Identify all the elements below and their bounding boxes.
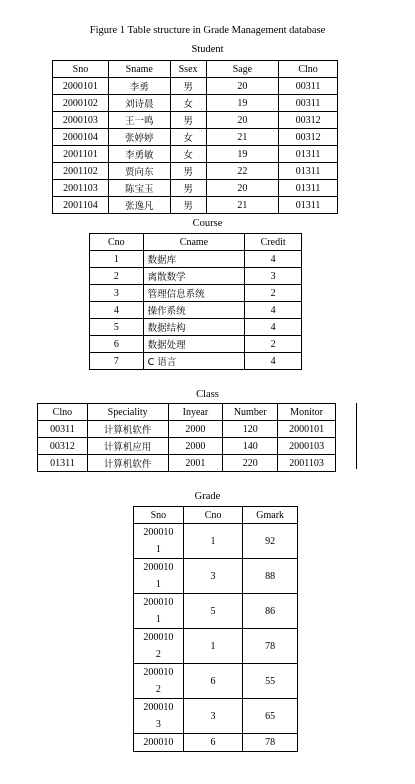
class-col-header: Inyear — [168, 404, 223, 421]
student-header-row — [53, 61, 338, 78]
grade-cell: 200010 1 — [134, 559, 184, 594]
student-cell: 张逸凡 — [108, 197, 170, 214]
figure-title: Figure 1 Table structure in Grade Management database — [89, 25, 326, 36]
student-cell: 陈宝玉 — [108, 180, 170, 197]
student-cell: 2001104 — [53, 197, 109, 214]
grade-cell: 200010 1 — [134, 594, 184, 629]
class-col-header: Monitor — [278, 404, 336, 421]
class-table — [37, 403, 336, 472]
grade-cell: 200010 3 — [134, 699, 184, 734]
grade-cell: 78 — [243, 629, 298, 664]
student-col-header: Ssex — [170, 61, 206, 78]
table-row — [90, 336, 302, 353]
grade-cell: 200010 1 — [134, 524, 184, 559]
student-col-header: Sage — [206, 61, 279, 78]
class-header-row — [38, 404, 336, 421]
student-cell: 00312 — [279, 129, 338, 146]
class-body — [38, 421, 336, 472]
course-cell: 4 — [245, 251, 302, 268]
course-cell: 管理信息系统 — [143, 285, 245, 302]
table-row — [134, 559, 298, 594]
student-cell: 2001103 — [53, 180, 109, 197]
student-body — [53, 78, 338, 214]
course-cell: 4 — [245, 319, 302, 336]
course-cell: C 语言 — [143, 353, 245, 370]
student-cell: 20 — [206, 112, 279, 129]
grade-cell: 1 — [183, 629, 243, 664]
grade-cell: 3 — [183, 559, 243, 594]
student-cell: 19 — [206, 95, 279, 112]
grade-cell: 200010 2 — [134, 664, 184, 699]
student-cell: 2000102 — [53, 95, 109, 112]
page-edge-line — [356, 403, 357, 469]
table-row — [134, 699, 298, 734]
class-col-header: Speciality — [87, 404, 168, 421]
course-cell: 离散数学 — [143, 268, 245, 285]
student-cell: 男 — [170, 180, 206, 197]
grade-cell: 5 — [183, 594, 243, 629]
course-cell: 3 — [245, 268, 302, 285]
table-row — [53, 95, 338, 112]
grade-cell: 1 — [183, 524, 243, 559]
table-row — [53, 78, 338, 95]
student-cell: 2001102 — [53, 163, 109, 180]
course-cell: 数据处理 — [143, 336, 245, 353]
student-cell: 2000103 — [53, 112, 109, 129]
grade-cell: 88 — [243, 559, 298, 594]
student-table — [52, 60, 338, 214]
grade-cell: 3 — [183, 699, 243, 734]
student-cell: 李勇 — [108, 78, 170, 95]
student-cell: 21 — [206, 197, 279, 214]
grade-table — [133, 506, 298, 752]
grade-cell: 200010 — [134, 734, 184, 752]
student-cell: 男 — [170, 78, 206, 95]
student-cell: 2001101 — [53, 146, 109, 163]
grade-col-header: Sno — [134, 507, 184, 524]
table-row — [134, 524, 298, 559]
course-cell: 1 — [90, 251, 144, 268]
class-col-header: Clno — [38, 404, 88, 421]
class-cell: 2001 — [168, 455, 223, 472]
course-cell: 3 — [90, 285, 144, 302]
course-cell: 5 — [90, 319, 144, 336]
class-cell: 00312 — [38, 438, 88, 455]
student-cell: 刘诗晨 — [108, 95, 170, 112]
table-row — [134, 664, 298, 699]
student-cell: 22 — [206, 163, 279, 180]
course-cell: 4 — [245, 353, 302, 370]
course-col-header: Credit — [245, 234, 302, 251]
course-cell: 数据库 — [143, 251, 245, 268]
table-row — [38, 438, 336, 455]
class-cell: 计算机软件 — [87, 455, 168, 472]
student-cell: 01311 — [279, 197, 338, 214]
table-row — [53, 129, 338, 146]
course-table-title: Course — [192, 218, 223, 229]
grade-cell: 65 — [243, 699, 298, 734]
class-cell: 01311 — [38, 455, 88, 472]
student-cell: 男 — [170, 197, 206, 214]
course-cell: 4 — [90, 302, 144, 319]
class-table-title: Class — [196, 389, 219, 400]
student-col-header: Sname — [108, 61, 170, 78]
table-row — [90, 251, 302, 268]
course-cell: 2 — [245, 285, 302, 302]
student-cell: 2000101 — [53, 78, 109, 95]
table-row — [134, 734, 298, 752]
student-cell: 女 — [170, 95, 206, 112]
course-header-row — [90, 234, 302, 251]
student-col-header: Clno — [279, 61, 338, 78]
student-cell: 21 — [206, 129, 279, 146]
student-cell: 男 — [170, 163, 206, 180]
class-cell: 2000101 — [278, 421, 336, 438]
class-cell: 140 — [223, 438, 278, 455]
course-cell: 4 — [245, 302, 302, 319]
grade-cell: 92 — [243, 524, 298, 559]
class-col-header: Number — [223, 404, 278, 421]
grade-cell: 6 — [183, 734, 243, 752]
grade-cell: 78 — [243, 734, 298, 752]
course-cell: 数据结构 — [143, 319, 245, 336]
course-col-header: Cname — [143, 234, 245, 251]
class-cell: 2001103 — [278, 455, 336, 472]
class-cell: 220 — [223, 455, 278, 472]
table-row — [90, 353, 302, 370]
grade-col-header: Cno — [183, 507, 243, 524]
student-cell: 00312 — [279, 112, 338, 129]
student-cell: 女 — [170, 129, 206, 146]
student-cell: 20 — [206, 180, 279, 197]
table-row — [90, 268, 302, 285]
table-row — [38, 455, 336, 472]
class-cell: 2000 — [168, 421, 223, 438]
class-cell: 计算机应用 — [87, 438, 168, 455]
table-row — [90, 319, 302, 336]
student-cell: 王一鸣 — [108, 112, 170, 129]
grade-table-title: Grade — [194, 491, 221, 502]
grade-cell: 86 — [243, 594, 298, 629]
student-cell: 2000104 — [53, 129, 109, 146]
student-cell: 01311 — [279, 146, 338, 163]
course-cell: 6 — [90, 336, 144, 353]
class-cell: 120 — [223, 421, 278, 438]
student-cell: 张婷婷 — [108, 129, 170, 146]
grade-cell: 55 — [243, 664, 298, 699]
class-cell: 00311 — [38, 421, 88, 438]
student-table-title: Student — [191, 44, 224, 55]
class-cell: 2000 — [168, 438, 223, 455]
table-row — [38, 421, 336, 438]
table-row — [134, 629, 298, 664]
grade-header-row — [134, 507, 298, 524]
table-row — [53, 146, 338, 163]
student-cell: 01311 — [279, 180, 338, 197]
table-row — [53, 163, 338, 180]
table-row — [90, 285, 302, 302]
class-cell: 计算机软件 — [87, 421, 168, 438]
student-cell: 贾向东 — [108, 163, 170, 180]
course-body — [90, 251, 302, 370]
course-cell: 2 — [90, 268, 144, 285]
student-cell: 01311 — [279, 163, 338, 180]
course-cell: 7 — [90, 353, 144, 370]
course-cell: 2 — [245, 336, 302, 353]
grade-body — [134, 524, 298, 752]
table-row — [90, 302, 302, 319]
course-cell: 操作系统 — [143, 302, 245, 319]
student-cell: 00311 — [279, 95, 338, 112]
table-row — [134, 594, 298, 629]
student-cell: 男 — [170, 112, 206, 129]
student-cell: 女 — [170, 146, 206, 163]
student-cell: 李勇敏 — [108, 146, 170, 163]
student-cell: 20 — [206, 78, 279, 95]
student-cell: 00311 — [279, 78, 338, 95]
student-cell: 19 — [206, 146, 279, 163]
class-cell: 2000103 — [278, 438, 336, 455]
table-row — [53, 180, 338, 197]
course-col-header: Cno — [90, 234, 144, 251]
grade-col-header: Gmark — [243, 507, 298, 524]
table-row — [53, 112, 338, 129]
student-col-header: Sno — [53, 61, 109, 78]
course-table — [89, 233, 302, 370]
table-row — [53, 197, 338, 214]
grade-cell: 6 — [183, 664, 243, 699]
grade-cell: 200010 2 — [134, 629, 184, 664]
